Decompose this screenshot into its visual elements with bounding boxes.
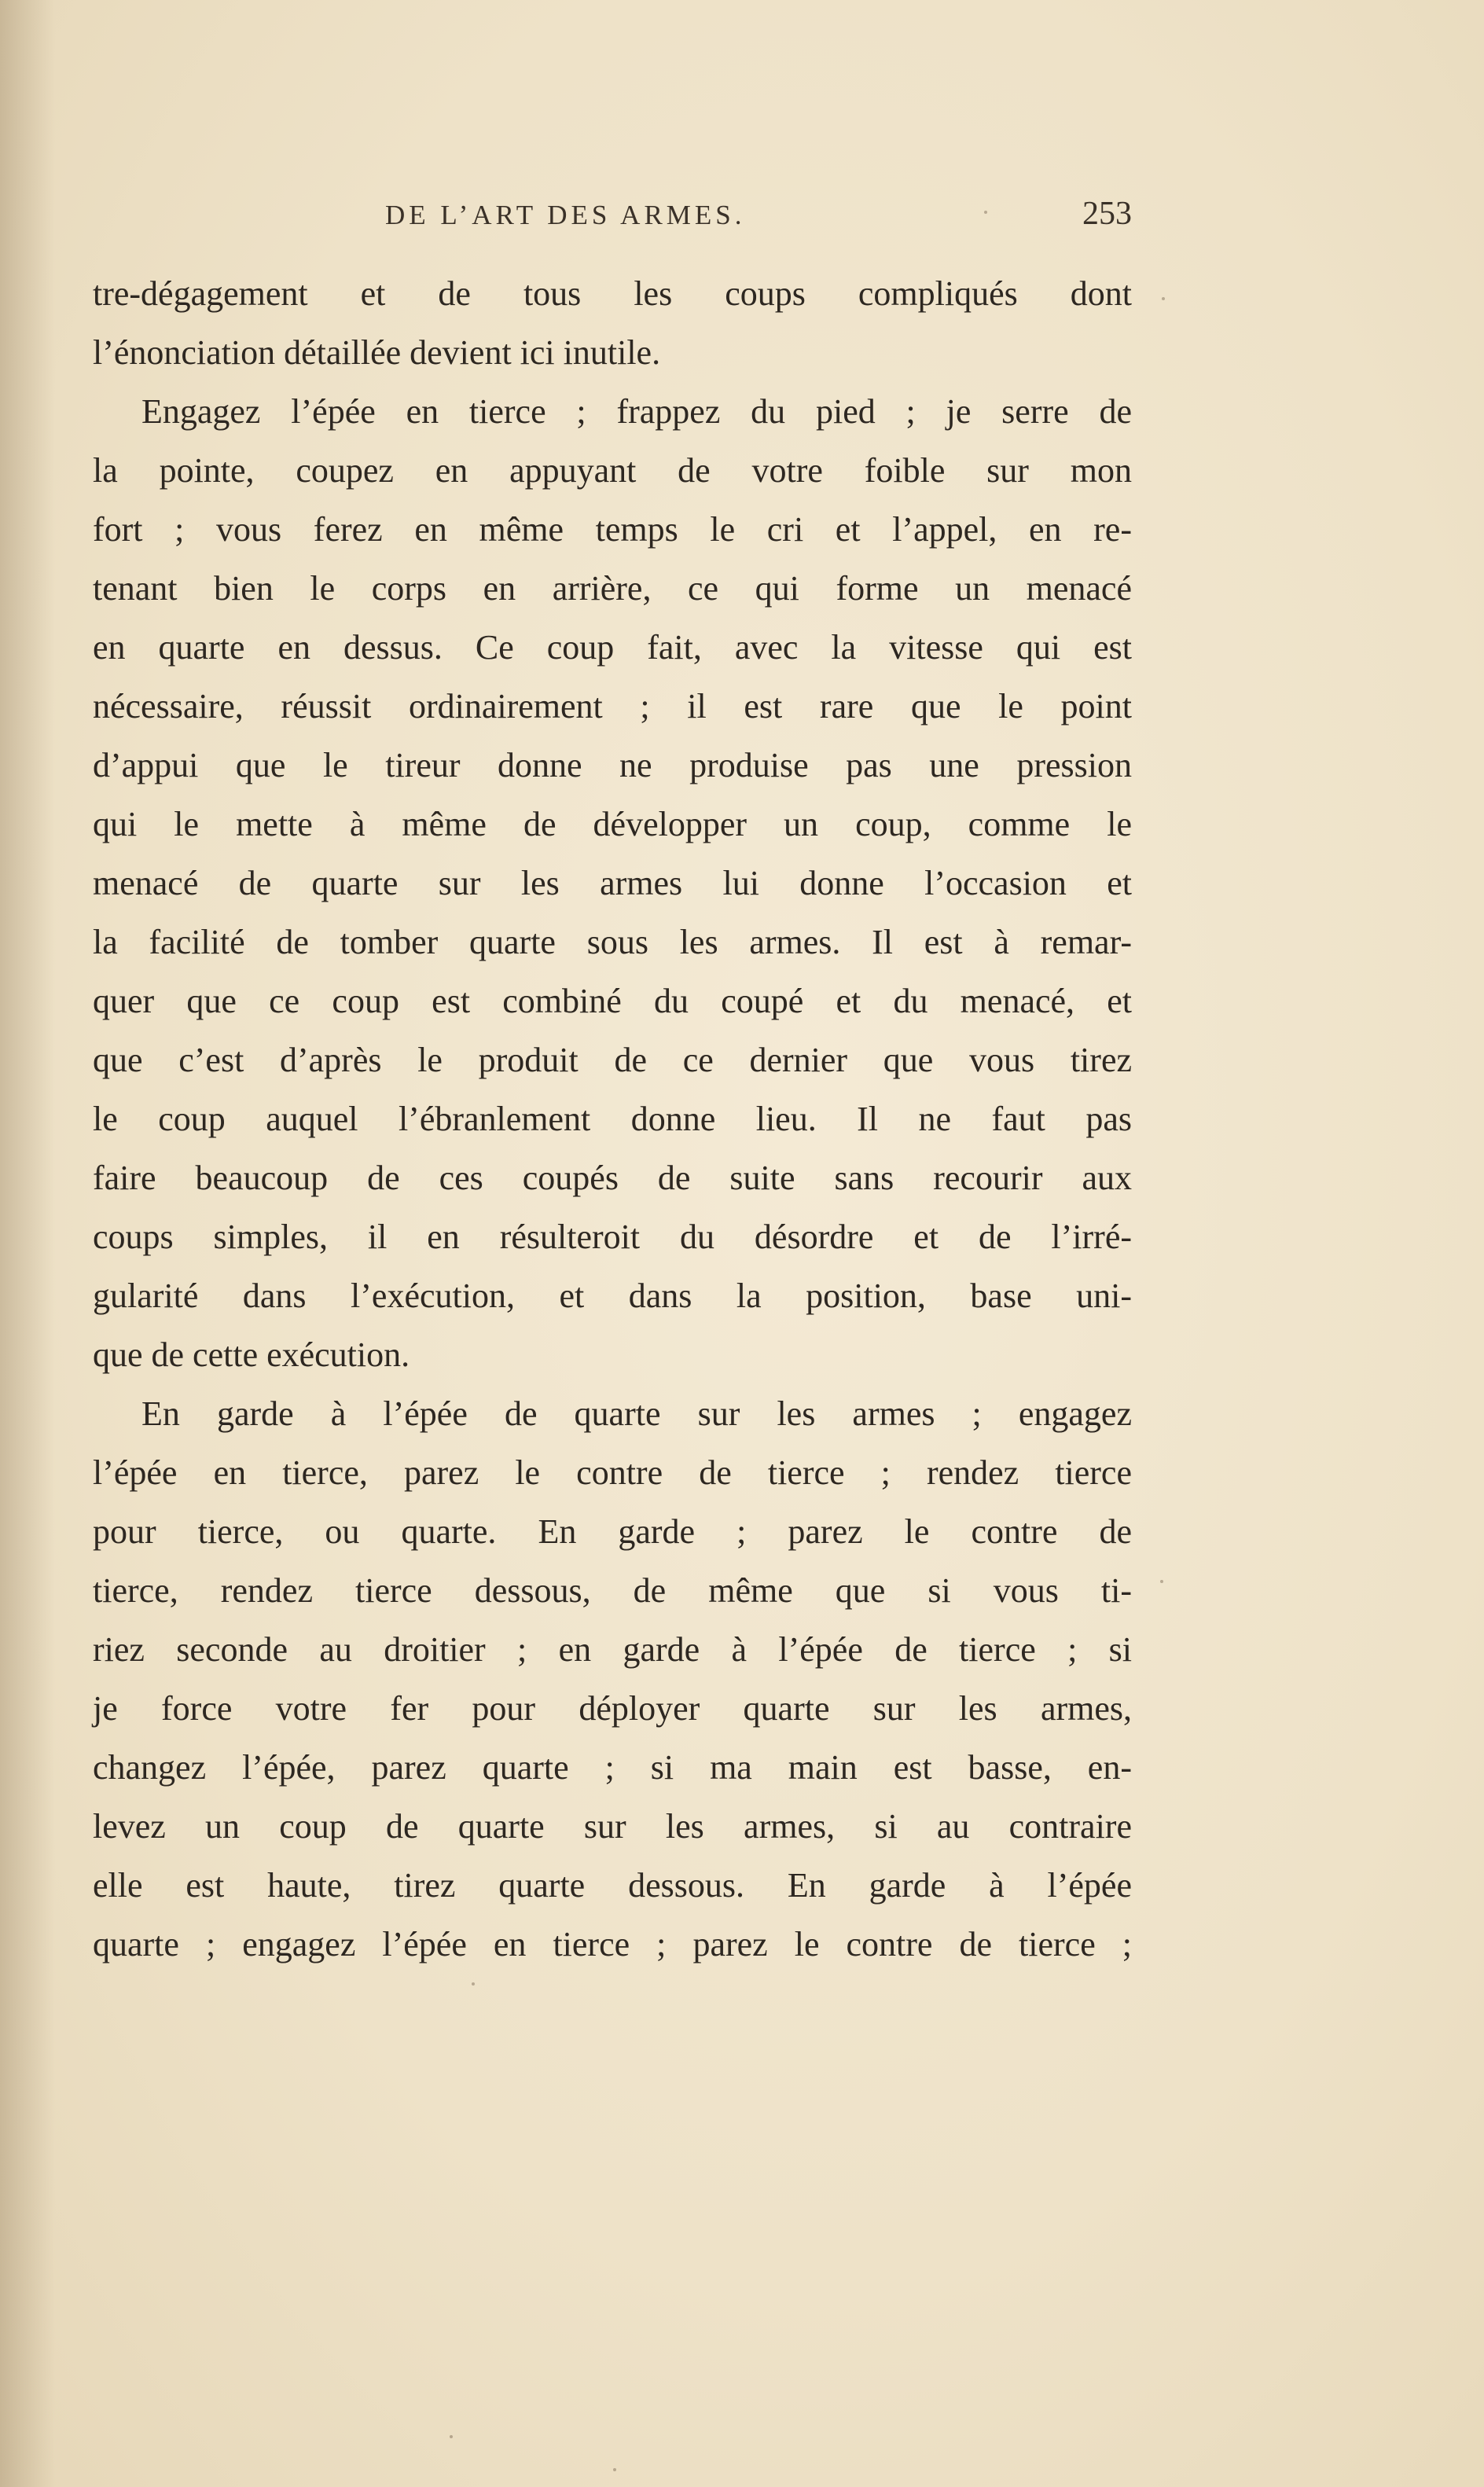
paragraph-3 [93, 1384, 1132, 1974]
text-line: nécessaire, réussit ordinairement ; il est rare que le point [93, 687, 1132, 726]
text-line: la facilité de tomber quarte sous les armes. Il est à remar- [93, 923, 1132, 961]
paper-speck [1160, 1580, 1163, 1583]
text-line: l’épée en tierce, parez le contre de tierce ; rendez tierce [93, 1453, 1132, 1492]
text-line: d’appui que le tireur donne ne produise pas une pression [93, 746, 1132, 784]
page-fold-shadow [0, 0, 55, 2487]
text-line: changez l’épée, parez quarte ; si ma main est basse, en- [93, 1748, 1132, 1787]
text-line: gularité dans l’exécution, et dans la position, base uni- [93, 1277, 1132, 1315]
paper-speck [613, 2468, 616, 2471]
text-line: riez seconde au droitier ; en garde à l’épée de tierce ; si [93, 1630, 1132, 1669]
body-text [93, 264, 1132, 1974]
text-line: je force votre fer pour déployer quarte sur les armes, [93, 1689, 1132, 1728]
text-line: coups simples, il en résulteroit du désordre et de l’irré- [93, 1218, 1132, 1256]
text-line: que c’est d’après le produit de ce dernier que vous tirez [93, 1041, 1132, 1079]
text-line: en quarte en dessus. Ce coup fait, avec la vitesse qui est [93, 628, 1132, 667]
text-line: tenant bien le corps en arrière, ce qui forme un menacé [93, 569, 1132, 608]
paragraph-2 [93, 382, 1132, 1384]
text-line: qui le mette à même de développer un coup, comme le [93, 805, 1132, 843]
paper-speck [984, 211, 987, 214]
text-line: elle est haute, tirez quarte dessous. En garde à l’épée [93, 1866, 1132, 1905]
page-header [377, 196, 1132, 247]
text-line: quarte ; engagez l’épée en tierce ; parez le contre de tierce ; [93, 1925, 1132, 1964]
text-line: faire beaucoup de ces coupés de suite sans recourir aux [93, 1159, 1132, 1197]
paper-speck [450, 2435, 453, 2438]
text-line: Engagez l’épée en tierce ; frappez du pied ; je serre de [141, 392, 1132, 431]
text-line: pour tierce, ou quarte. En garde ; parez le contre de [93, 1512, 1132, 1551]
text-line: tre-dégagement et de tous les coups compliqués dont [93, 274, 1132, 313]
text-line: fort ; vous ferez en même temps le cri et l’appel, en re- [93, 510, 1132, 549]
text-line: le coup auquel l’ébranlement donne lieu. Il ne faut pas [93, 1100, 1132, 1138]
text-line: levez un coup de quarte sur les armes, si au contraire [93, 1807, 1132, 1846]
page-number: 253 [1082, 196, 1132, 232]
text-line: tierce, rendez tierce dessous, de même que si vous ti- [93, 1571, 1132, 1610]
paragraph-1 [93, 264, 1132, 382]
running-title: DE L’ART DES ARMES. [385, 200, 746, 230]
text-line: quer que ce coup est combiné du coupé et du menacé, et [93, 982, 1132, 1020]
text-line: la pointe, coupez en appuyant de votre foible sur mon [93, 451, 1132, 490]
text-line: menacé de quarte sur les armes lui donne l’occasion et [93, 864, 1132, 902]
paper-speck [1162, 297, 1165, 300]
paper-speck [472, 1982, 475, 1986]
text-line: En garde à l’épée de quarte sur les armes ; engagez [141, 1394, 1132, 1433]
text-line: que de cette exécution. [93, 1335, 410, 1374]
text-line: l’énonciation détaillée devient ici inutile. [93, 333, 661, 372]
